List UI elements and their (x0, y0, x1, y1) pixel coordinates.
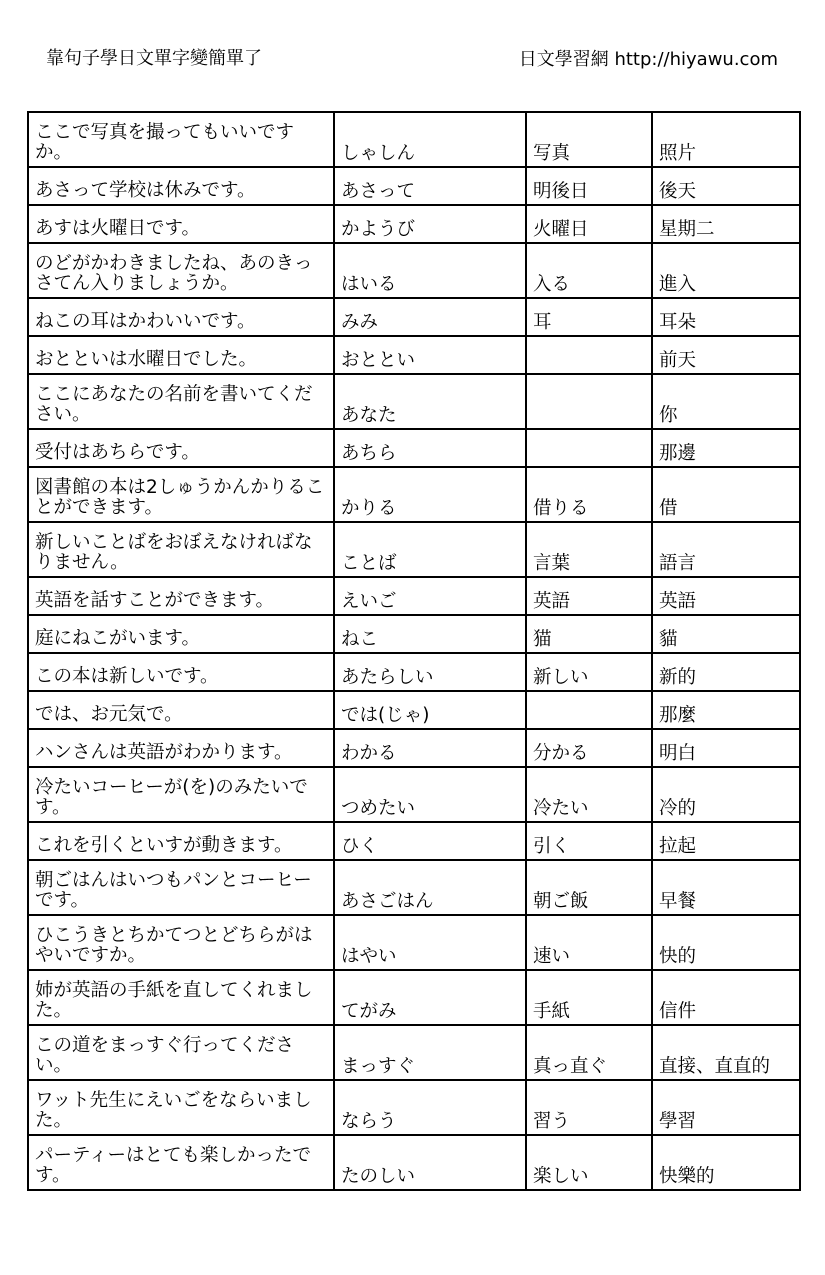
sentence-cell: この道をまっすぐ行ってください。 (28, 1025, 334, 1080)
kanji-cell: 英語 (526, 577, 652, 615)
table-row (28, 767, 800, 822)
chinese-cell: 冷的 (652, 767, 800, 822)
chinese-cell: 前天 (652, 336, 800, 374)
kanji-cell: 習う (526, 1080, 652, 1135)
kanji-cell: 入る (526, 243, 652, 298)
table-row (28, 615, 800, 653)
table-row (28, 522, 800, 577)
kanji-cell: 耳 (526, 298, 652, 336)
sentence-cell: 受付はあちらです。 (28, 429, 334, 467)
table-row (28, 653, 800, 691)
table-row (28, 336, 800, 374)
reading-cell: ねこ (334, 615, 526, 653)
reading-cell: では(じゃ) (334, 691, 526, 729)
chinese-cell: 貓 (652, 615, 800, 653)
table-row (28, 970, 800, 1025)
chinese-cell: 明白 (652, 729, 800, 767)
kanji-cell: 写真 (526, 112, 652, 167)
kanji-cell: 借りる (526, 467, 652, 522)
table-row (28, 691, 800, 729)
kanji-cell: 冷たい (526, 767, 652, 822)
table-row (28, 729, 800, 767)
sentence-cell: ワット先生にえいごをならいました。 (28, 1080, 334, 1135)
table-row (28, 374, 800, 429)
reading-cell: えいご (334, 577, 526, 615)
chinese-cell: 快樂的 (652, 1135, 800, 1190)
sentence-cell: あさって学校は休みです。 (28, 167, 334, 205)
sentence-cell: あすは火曜日です。 (28, 205, 334, 243)
kanji-cell: 新しい (526, 653, 652, 691)
chinese-cell: 那邊 (652, 429, 800, 467)
chinese-cell: 後天 (652, 167, 800, 205)
reading-cell: みみ (334, 298, 526, 336)
chinese-cell: 你 (652, 374, 800, 429)
table-row (28, 298, 800, 336)
sentence-cell: ひこうきとちかてつとどちらがはやいですか。 (28, 915, 334, 970)
chinese-cell: 直接、直直的 (652, 1025, 800, 1080)
chinese-cell: 英語 (652, 577, 800, 615)
sentence-cell: ハンさんは英語がわかります。 (28, 729, 334, 767)
sentence-cell: おとといは水曜日でした。 (28, 336, 334, 374)
reading-cell: かりる (334, 467, 526, 522)
reading-cell: あなた (334, 374, 526, 429)
chinese-cell: 信件 (652, 970, 800, 1025)
reading-cell: ことば (334, 522, 526, 577)
reading-cell: しゃしん (334, 112, 526, 167)
chinese-cell: 語言 (652, 522, 800, 577)
chinese-cell: 學習 (652, 1080, 800, 1135)
sentence-cell: ここで写真を撮ってもいいですか。 (28, 112, 334, 167)
table-row (28, 1025, 800, 1080)
table-row (28, 205, 800, 243)
reading-cell: わかる (334, 729, 526, 767)
reading-cell: はいる (334, 243, 526, 298)
table-row (28, 167, 800, 205)
reading-cell: おととい (334, 336, 526, 374)
kanji-cell (526, 374, 652, 429)
reading-cell: あちら (334, 429, 526, 467)
table-row (28, 1080, 800, 1135)
reading-cell: まっすぐ (334, 1025, 526, 1080)
reading-cell: かようび (334, 205, 526, 243)
kanji-cell: 朝ご飯 (526, 860, 652, 915)
table-row (28, 822, 800, 860)
sentence-cell: 図書館の本は2しゅうかんかりることができます。 (28, 467, 334, 522)
reading-cell: ひく (334, 822, 526, 860)
kanji-cell: 手紙 (526, 970, 652, 1025)
table-row (28, 467, 800, 522)
chinese-cell: 新的 (652, 653, 800, 691)
chinese-cell: 那麼 (652, 691, 800, 729)
sentence-cell: 姉が英語の手紙を直してくれました。 (28, 970, 334, 1025)
table-row (28, 243, 800, 298)
kanji-cell: 猫 (526, 615, 652, 653)
sentence-cell: 新しいことばをおぼえなければなりません。 (28, 522, 334, 577)
reading-cell: てがみ (334, 970, 526, 1025)
reading-cell: あたらしい (334, 653, 526, 691)
sentence-cell: 冷たいコーヒーが(を)のみたいです。 (28, 767, 334, 822)
sentence-cell: 朝ごはんはいつもパンとコーヒーです。 (28, 860, 334, 915)
sentence-cell: 英語を話すことができます。 (28, 577, 334, 615)
table-row (28, 860, 800, 915)
kanji-cell: 真っ直ぐ (526, 1025, 652, 1080)
sentence-cell: パーティーはとても楽しかったです。 (28, 1135, 334, 1190)
sentence-cell: ここにあなたの名前を書いてください。 (28, 374, 334, 429)
page-title: 靠句子學日文單字變簡單了 (46, 48, 262, 69)
chinese-cell: 星期二 (652, 205, 800, 243)
kanji-cell: 楽しい (526, 1135, 652, 1190)
table-row (28, 577, 800, 615)
reading-cell: たのしい (334, 1135, 526, 1190)
chinese-cell: 耳朵 (652, 298, 800, 336)
chinese-cell: 借 (652, 467, 800, 522)
kanji-cell: 明後日 (526, 167, 652, 205)
kanji-cell: 言葉 (526, 522, 652, 577)
sentence-cell: のどがかわきましたね、あのきっさてん入りましょうか。 (28, 243, 334, 298)
table-row (28, 112, 800, 167)
reading-cell: ならう (334, 1080, 526, 1135)
kanji-cell (526, 336, 652, 374)
reading-cell: あさって (334, 167, 526, 205)
reading-cell: あさごはん (334, 860, 526, 915)
sentence-cell: ねこの耳はかわいいです。 (28, 298, 334, 336)
kanji-cell: 引く (526, 822, 652, 860)
chinese-cell: 拉起 (652, 822, 800, 860)
table-row (28, 915, 800, 970)
site-label: 日文學習網 http://hiyawu.com (518, 49, 778, 70)
table-row (28, 1135, 800, 1190)
sentence-cell: この本は新しいです。 (28, 653, 334, 691)
reading-cell: はやい (334, 915, 526, 970)
kanji-cell (526, 429, 652, 467)
sentence-cell: これを引くといすが動きます。 (28, 822, 334, 860)
kanji-cell: 分かる (526, 729, 652, 767)
vocabulary-table (27, 111, 801, 1191)
kanji-cell: 速い (526, 915, 652, 970)
chinese-cell: 照片 (652, 112, 800, 167)
table-row (28, 429, 800, 467)
reading-cell: つめたい (334, 767, 526, 822)
sentence-cell: では、お元気で。 (28, 691, 334, 729)
kanji-cell (526, 691, 652, 729)
chinese-cell: 早餐 (652, 860, 800, 915)
chinese-cell: 快的 (652, 915, 800, 970)
chinese-cell: 進入 (652, 243, 800, 298)
sentence-cell: 庭にねこがいます。 (28, 615, 334, 653)
kanji-cell: 火曜日 (526, 205, 652, 243)
